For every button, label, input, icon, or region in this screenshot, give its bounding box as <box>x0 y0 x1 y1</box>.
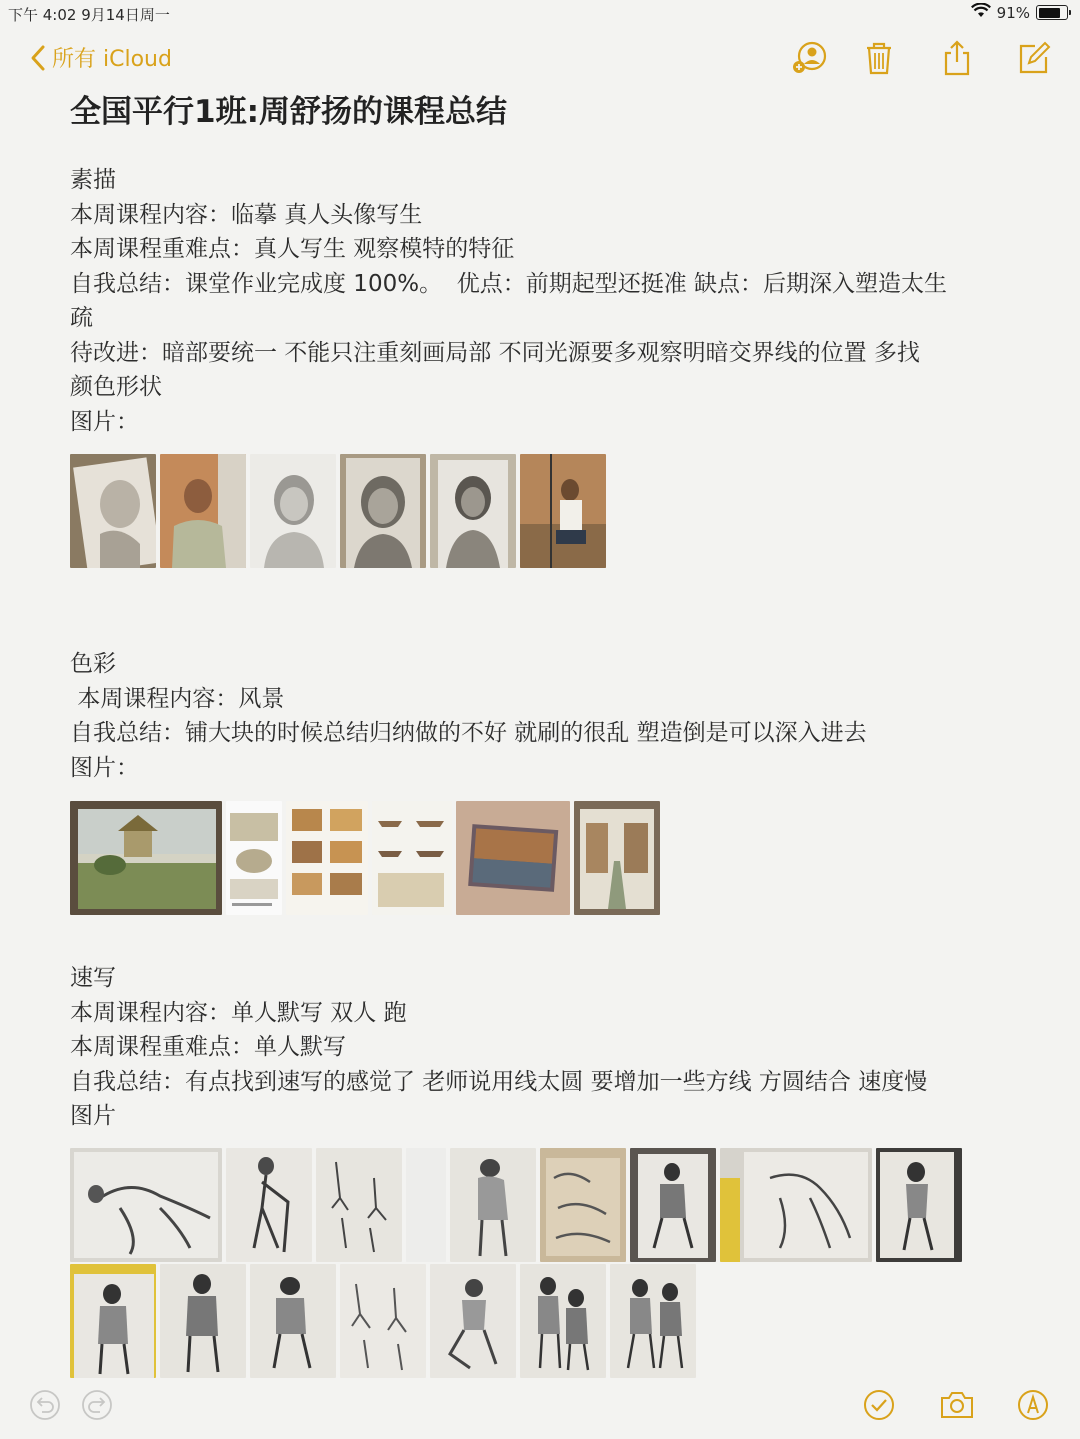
image-row-color <box>70 801 660 915</box>
image-thumbnail[interactable] <box>250 1264 336 1378</box>
undo-icon[interactable] <box>28 1388 62 1422</box>
image-thumbnail[interactable] <box>160 1264 246 1378</box>
battery-icon <box>1036 5 1068 20</box>
text-line: 图片： <box>70 408 139 435</box>
image-thumbnail[interactable] <box>70 454 156 568</box>
image-thumbnail[interactable] <box>226 801 282 915</box>
image-thumbnail[interactable] <box>430 454 516 568</box>
back-button[interactable] <box>30 42 172 73</box>
trash-icon[interactable] <box>860 40 898 76</box>
checklist-icon[interactable] <box>862 1388 896 1422</box>
toolbar <box>0 36 1080 80</box>
image-thumbnail[interactable] <box>876 1148 962 1262</box>
section-sketch[interactable] <box>70 163 1020 439</box>
image-thumbnail[interactable] <box>340 454 426 568</box>
image-thumbnail[interactable] <box>160 454 246 568</box>
note-title[interactable]: 全国平行1班:周舒扬的课程总结 <box>70 94 507 130</box>
image-thumbnail[interactable] <box>720 1148 872 1262</box>
image-thumbnail[interactable] <box>226 1148 312 1262</box>
image-thumbnail[interactable] <box>520 1264 606 1378</box>
camera-icon[interactable] <box>939 1388 975 1422</box>
back-label: 所有 iCloud <box>52 47 172 72</box>
image-thumbnail[interactable] <box>70 1264 156 1378</box>
wifi-icon <box>971 3 991 22</box>
text-line: 本周课程内容：风景 <box>70 685 285 712</box>
image-thumbnail[interactable] <box>316 1148 402 1262</box>
section-quick-sketch[interactable] <box>70 961 1020 1134</box>
text-line: 图片 <box>70 1103 116 1129</box>
text-line: 本周课程内容：单人默写 双人 跑 <box>70 999 407 1026</box>
text-line: 自我总结：有点找到速写的感觉了 老师说用线太圆 要增加一些方线 方圆结合 速度慢 <box>70 1068 928 1095</box>
image-thumbnail[interactable] <box>610 1264 696 1378</box>
image-thumbnail[interactable] <box>574 801 660 915</box>
section-heading: 色彩 <box>70 651 116 677</box>
section-heading: 速写 <box>70 965 116 991</box>
image-thumbnail[interactable] <box>340 1264 426 1378</box>
bottom-toolbar <box>0 1388 1080 1428</box>
text-line: 本周课程内容：临摹 真人头像写生 <box>70 201 423 228</box>
share-icon[interactable] <box>938 40 976 76</box>
image-thumbnail[interactable] <box>450 1148 536 1262</box>
battery-percent: 91% <box>996 3 1030 22</box>
status-time: 下午 4:02 9月14日周一 <box>8 6 170 24</box>
image-row-sketch <box>70 454 606 568</box>
text-line: 待改进：暗部要统一 不能只注重刻画局部 不同光源要多观察明暗交界线的位置 多找 <box>70 339 920 366</box>
image-thumbnail[interactable] <box>250 454 336 568</box>
image-thumbnail[interactable] <box>540 1148 626 1262</box>
text-line: 本周课程重难点：单人默写 <box>70 1034 346 1060</box>
text-line: 颜色形状 <box>70 374 162 400</box>
text-line: 疏 <box>70 305 93 331</box>
status-indicators <box>971 3 1068 22</box>
image-thumbnail[interactable] <box>70 1148 222 1262</box>
redo-icon[interactable] <box>80 1388 114 1422</box>
image-row-quick-sketch-1 <box>70 1148 962 1262</box>
image-thumbnail[interactable] <box>520 454 606 568</box>
image-thumbnail[interactable] <box>456 801 570 915</box>
section-color[interactable] <box>70 647 1020 785</box>
image-thumbnail[interactable] <box>430 1264 516 1378</box>
text-line: 图片： <box>70 754 139 781</box>
text-line: 本周课程重难点：真人写生 观察模特的特征 <box>70 236 515 262</box>
status-bar <box>0 0 1080 28</box>
battery-level <box>1039 8 1061 18</box>
chevron-left-icon <box>30 44 46 72</box>
image-thumbnail[interactable] <box>70 801 222 915</box>
image-thumbnail[interactable] <box>406 1148 446 1262</box>
markup-icon[interactable] <box>1016 1388 1050 1422</box>
image-thumbnail[interactable] <box>630 1148 716 1262</box>
text-line: 自我总结：铺大块的时候总结归纳做的不好 就刷的很乱 塑造倒是可以深入进去 <box>70 720 867 746</box>
share-person-icon[interactable] <box>790 40 828 76</box>
image-row-quick-sketch-2 <box>70 1264 696 1378</box>
image-thumbnail[interactable] <box>372 801 452 915</box>
text-line: 自我总结：课堂作业完成度 100%。 优点：前期起型还挺准 缺点：后期深入塑造太生 <box>70 270 947 297</box>
image-thumbnail[interactable] <box>286 801 368 915</box>
compose-icon[interactable] <box>1015 40 1053 76</box>
section-heading: 素描 <box>70 167 116 193</box>
